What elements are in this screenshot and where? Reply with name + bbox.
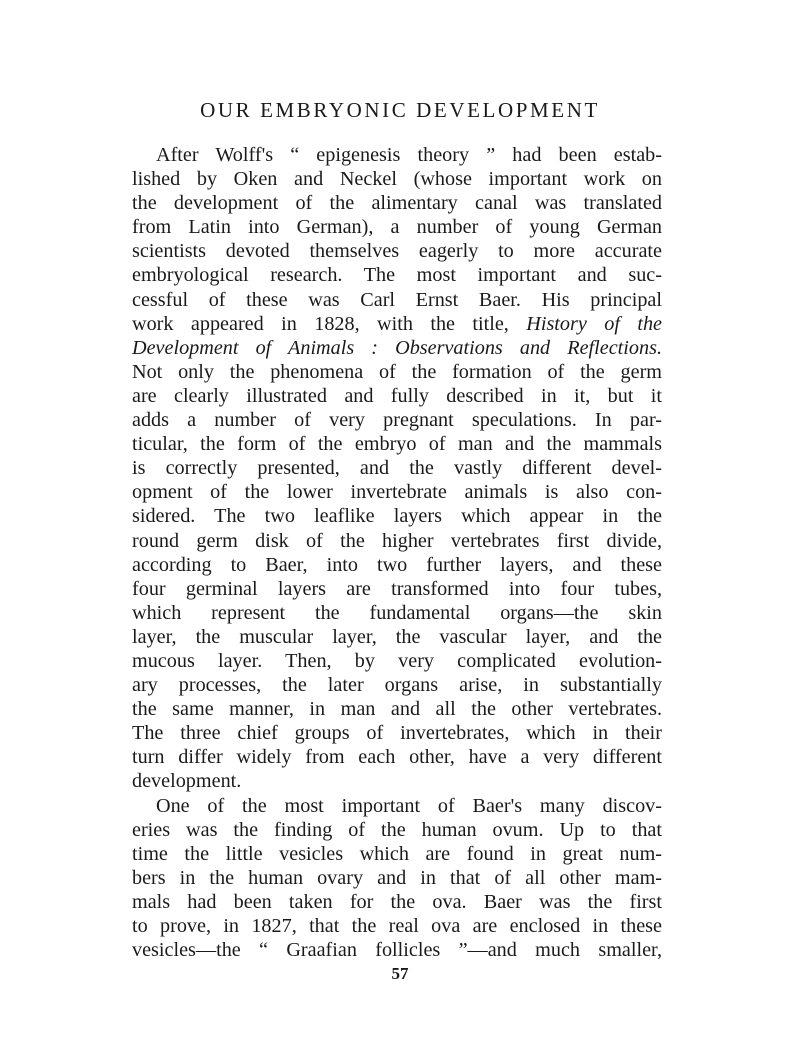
text-line: adds a number of very pregnant speculations. In par- [132, 409, 662, 432]
text-line: four germinal layers are transformed into four tubes, [132, 577, 662, 600]
text-line: mucous layer. Then, by very complicated evolution- [132, 649, 662, 672]
text-line: The three chief groups of invertebrates, which in their [132, 722, 662, 745]
paragraph [132, 794, 662, 963]
text-line: mals had been taken for the ova. Baer was the first [132, 890, 662, 913]
text-line: development. [132, 770, 242, 793]
text-line: eries was the finding of the human ovum. Up to that [132, 818, 662, 841]
text-line: round germ disk of the higher vertebrates first divide, [132, 529, 662, 552]
text-line: opment of the lower invertebrate animals is also con- [132, 481, 662, 504]
text-line: embryological research. The most important and suc- [132, 264, 662, 287]
text-line: vesicles—the “ Graafian follicles ”—and much smaller, [132, 939, 662, 962]
text-line-with-italic-title [132, 312, 662, 336]
text-line: Not only the phenomena of the formation of the germ [132, 360, 662, 383]
book-title-italic: Development of Animals : Observations and Reflections. [132, 336, 662, 359]
text-line: time the little vesicles which are found in great num- [132, 842, 662, 865]
running-head: OUR EMBRYONIC DEVELOPMENT [200, 98, 600, 122]
text-line: according to Baer, into two further layers, and these [132, 553, 662, 576]
text-line: to prove, in 1827, that the real ova are enclosed in these [132, 915, 662, 937]
book-title-italic: History of the [526, 312, 662, 335]
text-line: After Wolff's “ epigenesis theory ” had been estab- [156, 144, 662, 166]
text-line: bers in the human ovary and in that of all other mam- [132, 866, 662, 889]
paragraph [132, 143, 662, 794]
text-line: ary processes, the later organs arise, in substantially [132, 674, 662, 697]
text-line: sidered. The two leaflike layers which appear in the [132, 505, 662, 528]
text-line: turn differ widely from each other, have a very different [132, 746, 662, 769]
text-line: from Latin into German), a number of young German [132, 216, 662, 239]
text-line: are clearly illustrated and fully described in it, but it [132, 384, 662, 407]
text-line: lished by Oken and Neckel (whose important work on [132, 168, 662, 191]
text-line: cessful of these was Carl Ernst Baer. His principal [132, 288, 662, 311]
body-text [132, 143, 662, 962]
text-line: scientists devoted themselves eagerly to more accurate [132, 240, 662, 263]
text-line: the same manner, in man and all the other vertebrates. [132, 698, 662, 721]
text-line-italic-title [132, 336, 662, 360]
text-line: the development of the alimentary canal was translated [132, 192, 662, 215]
text-line: which represent the fundamental organs—the skin [132, 601, 662, 624]
text-line: is correctly presented, and the vastly different devel- [132, 457, 662, 480]
text-fragment: work appeared in 1828, with the title, [132, 312, 527, 335]
page-number: 57 [391, 964, 409, 983]
text-line: ticular, the form of the embryo of man and the mammals [132, 433, 662, 456]
text-line: layer, the muscular layer, the vascular layer, and the [132, 625, 662, 648]
text-line: One of the most important of Baer's many discov- [156, 794, 662, 817]
